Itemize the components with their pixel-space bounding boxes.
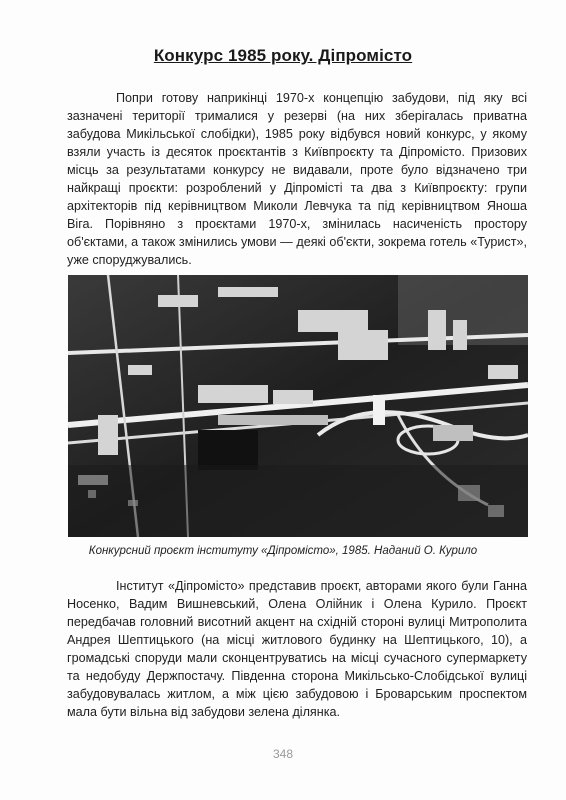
page-number: 348: [272, 747, 294, 761]
paragraph-dipromisto: Інститут «Діпромісто» представив проєкт, авторами якого були Ганна Носенко, Вадим Вишневський, Олена Олійник і Олена Курило. Проєкт передбачав головний висотний акцент на східній стороні вулиці Митрополита Андрея Шептицького (на місці житлового будинку на Шептицького, 10), а громадські споруди мали сконцентруватись на місці сучасного супермаркету та недобуду Держпостачу. Південна сторона Микільсько-Слобідської вулиці забудовувалась житлом, а між цією забудовою і Броварським проспектом мала бути вільна від забудови зелена ділянка.: [67, 579, 527, 719]
photo-caption: Конкурсний проєкт інституту «Діпромісто», 1985. Наданий О. Курило: [88, 545, 478, 557]
page-title: Конкурс 1985 року. Діпромісто: [153, 46, 413, 65]
architectural-model-photo: [68, 275, 528, 537]
paragraph-intro: Попри готову наприкінці 1970-х концепцію забудови, під яку всі зазначені території трималися у резерві (на них зберігалась приватна забудова Микільської слобідки), 1985 року відбувся новий конкурс, у якому взяли участь із десяток проєктантів з Київпроєкту та Діпромісто. Призових місць за результатами конкурсу не видавали, проте було відзначено три найкращі проєкти: розроблений у Діпромісті та два з Київпроєкту: групи архітекторів під керівництвом Миколи Левчука та під керівництвом Яноша Віга. Порівняно з проєктами 1970-х, змінилась насиченість простору об'єктами, а також змінились умови — деякі об'єкти, зокрема готель «Турист», уже споруджувались.: [67, 91, 527, 267]
model-photo-illustration: [68, 275, 528, 537]
